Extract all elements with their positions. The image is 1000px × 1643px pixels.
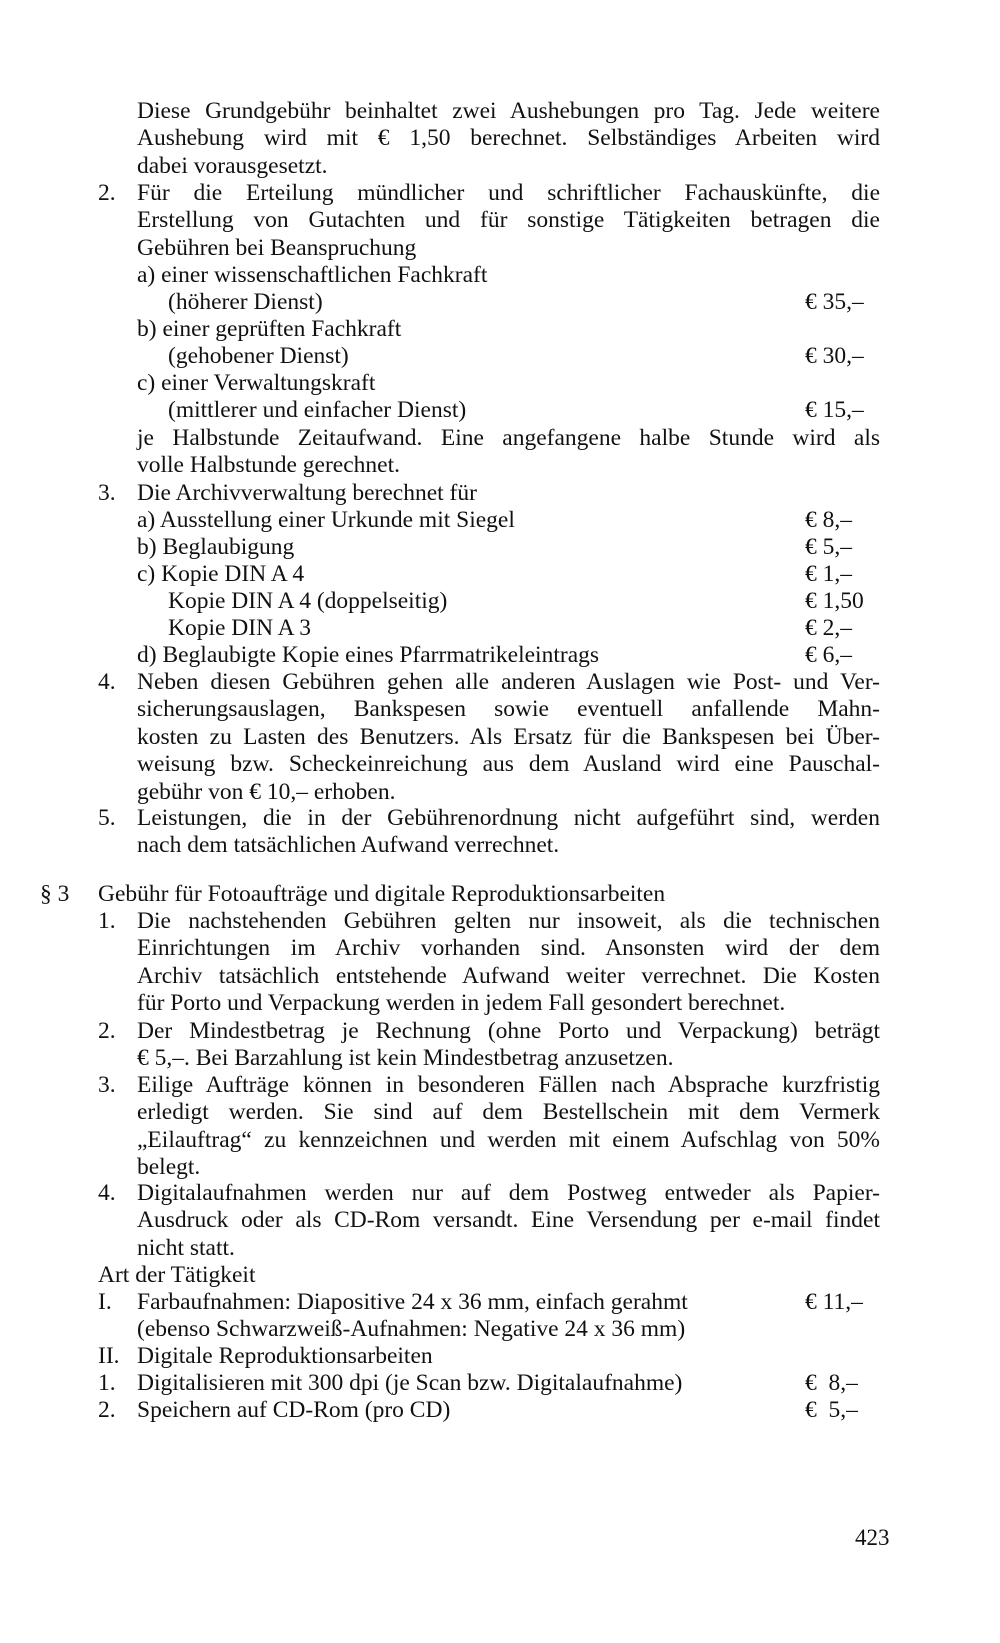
text-line: „Eilauftrag“ zu kennzeichnen und werden mit einem Aufschlag von 50% bbox=[137, 1126, 880, 1153]
section-mark: § 3 bbox=[40, 881, 70, 907]
fee-label: Kopie DIN A 3 bbox=[168, 615, 311, 641]
item5-paragraph bbox=[137, 805, 880, 860]
item-number: 2. bbox=[98, 180, 116, 206]
fee-amount: € 5,– bbox=[805, 1397, 858, 1423]
fee-label: (mittlerer und einfacher Dienst) bbox=[168, 397, 467, 423]
fee-label: Farbaufnahmen: Diapositive 24 x 36 mm, einfach gerahmt bbox=[137, 1289, 688, 1315]
text-line: Einrichtungen im Archiv vorhanden sind. Ansonsten wird der dem bbox=[137, 935, 880, 962]
item-number: 5. bbox=[98, 805, 116, 831]
item2-paragraph bbox=[137, 180, 880, 262]
text-line: Diese Grundgebühr beinhaltet zwei Aushebungen pro Tag. Jede weitere bbox=[137, 98, 880, 124]
text-line: Neben diesen Gebühren gehen alle anderen Auslagen wie Post- und Ver- bbox=[137, 669, 880, 695]
item-number: 4. bbox=[98, 1180, 116, 1206]
fee-amount: € 15,– bbox=[805, 397, 864, 423]
text-line: Ausdruck oder als CD-Rom versandt. Eine Versendung per e-mail findet bbox=[137, 1207, 880, 1234]
text-line: dabei vorausgesetzt. bbox=[137, 152, 328, 179]
fee-label: c) einer Verwaltungskraft bbox=[137, 370, 376, 396]
text-line: € 5,–. Bei Barzahlung ist kein Mindestbetrag anzusetzen. bbox=[137, 1045, 674, 1072]
text-line: erledigt werden. Sie sind auf dem Bestellschein mit dem Vermerk bbox=[137, 1099, 880, 1126]
text-line: Gebühren bei Beanspruchung bbox=[137, 234, 417, 261]
text-line: Archiv tatsächlich entstehende Aufwand weiter verrechnet. Die Kosten bbox=[137, 962, 880, 989]
text-line: je Halbstunde Zeitaufwand. Eine angefangene halbe Stunde wird als bbox=[137, 425, 880, 451]
text-line: nach dem tatsächlichen Aufwand verrechnet. bbox=[137, 832, 560, 859]
text-line: belegt. bbox=[137, 1154, 201, 1181]
item2-tail bbox=[137, 425, 880, 480]
fee-label: b) Beglaubigung bbox=[137, 534, 295, 560]
item-number: 3. bbox=[98, 1072, 116, 1098]
fee-label: Digitalisieren mit 300 dpi (je Scan bzw. Digitalaufnahme) bbox=[137, 1370, 683, 1396]
fee-label: c) Kopie DIN A 4 bbox=[137, 561, 305, 587]
text-line: Der Mindestbetrag je Rechnung (ohne Porto und Verpackung) beträgt bbox=[137, 1018, 880, 1044]
text-line: Erstellung von Gutachten und für sonstige Tätigkeiten betragen die bbox=[137, 207, 880, 234]
text-line: Eilige Aufträge können in besonderen Fällen nach Absprache kurzfristig bbox=[137, 1072, 880, 1098]
text-line: Digitale Reproduktionsarbeiten bbox=[137, 1343, 433, 1369]
item4-paragraph bbox=[137, 669, 880, 806]
fee-amount: € 1,– bbox=[805, 561, 852, 587]
fee-label: (gehobener Dienst) bbox=[168, 343, 349, 369]
fee-amount: € 5,– bbox=[805, 534, 852, 560]
text-line: Die Archivverwaltung berechnet für bbox=[137, 480, 477, 506]
fee-label: b) einer geprüften Fachkraft bbox=[137, 316, 402, 342]
item-number: 3. bbox=[98, 480, 116, 506]
item-number: 1. bbox=[98, 908, 116, 934]
text-line: kosten zu Lasten des Benutzers. Als Ersatz für die Bankspesen bei Über- bbox=[137, 723, 880, 750]
item-number: 2. bbox=[98, 1018, 116, 1044]
page-number: 423 bbox=[855, 1525, 890, 1550]
fee-amount: € 2,– bbox=[805, 615, 852, 641]
text-line: (ebenso Schwarzweiß-Aufnahmen: Negative 24 x 36 mm) bbox=[137, 1316, 686, 1342]
item-number: I. bbox=[98, 1289, 112, 1315]
text-line: Aushebung wird mit € 1,50 berechnet. Selbständiges Arbeiten wird bbox=[137, 125, 880, 152]
section3-p1 bbox=[137, 908, 880, 1018]
fee-amount: € 8,– bbox=[805, 1370, 858, 1396]
text-line: für Porto und Verpackung werden in jedem Fall gesondert berechnet. bbox=[137, 990, 786, 1017]
fee-label: Kopie DIN A 4 (doppelseitig) bbox=[168, 588, 448, 614]
fee-amount: € 11,– bbox=[805, 1289, 863, 1315]
text-line: Die nachstehenden Gebühren gelten nur insoweit, als die technischen bbox=[137, 908, 880, 934]
fee-label: (höherer Dienst) bbox=[168, 289, 323, 315]
fee-amount: € 8,– bbox=[805, 507, 852, 533]
text-line: weisung bzw. Scheckeinreichung aus dem Ausland wird eine Pauschal- bbox=[137, 751, 880, 778]
text-line: Für die Erteilung mündlicher und schriftlicher Fachauskünfte, die bbox=[137, 180, 880, 206]
text-line: sicherungsauslagen, Bankspesen sowie eventuell anfallende Mahn- bbox=[137, 696, 880, 723]
text-line: gebühr von € 10,– erhoben. bbox=[137, 778, 396, 805]
fee-label: a) Ausstellung einer Urkunde mit Siegel bbox=[137, 507, 515, 533]
fee-amount: € 30,– bbox=[805, 343, 864, 369]
item-number: II. bbox=[98, 1343, 120, 1369]
section3-p3 bbox=[137, 1072, 880, 1182]
text-line: Leistungen, die in der Gebührenordnung nicht aufgeführt sind, werden bbox=[137, 805, 880, 831]
fee-label: d) Beglaubigte Kopie eines Pfarrmatrikeleintrags bbox=[137, 642, 600, 668]
fee-amount: € 6,– bbox=[805, 642, 852, 668]
item-number: 4. bbox=[98, 669, 116, 695]
fee-label: Speichern auf CD-Rom (pro CD) bbox=[137, 1397, 451, 1423]
section3-p4 bbox=[137, 1180, 880, 1262]
art-heading: Art der Tätigkeit bbox=[98, 1262, 256, 1288]
fee-amount: € 35,– bbox=[805, 289, 864, 315]
text-line: volle Halbstunde gerechnet. bbox=[137, 452, 400, 479]
fee-amount: € 1,50 bbox=[805, 588, 864, 614]
fee-label: a) einer wissenschaftlichen Fachkraft bbox=[137, 262, 488, 288]
item-number: 2. bbox=[98, 1397, 116, 1423]
intro-paragraph bbox=[137, 98, 880, 180]
section3-p2 bbox=[137, 1018, 880, 1073]
item-number: 1. bbox=[98, 1370, 116, 1396]
text-line: Digitalaufnahmen werden nur auf dem Postweg entweder als Papier- bbox=[137, 1180, 880, 1206]
section-title: Gebühr für Fotoaufträge und digitale Reproduktionsarbeiten bbox=[98, 881, 666, 907]
text-line: nicht statt. bbox=[137, 1234, 235, 1261]
